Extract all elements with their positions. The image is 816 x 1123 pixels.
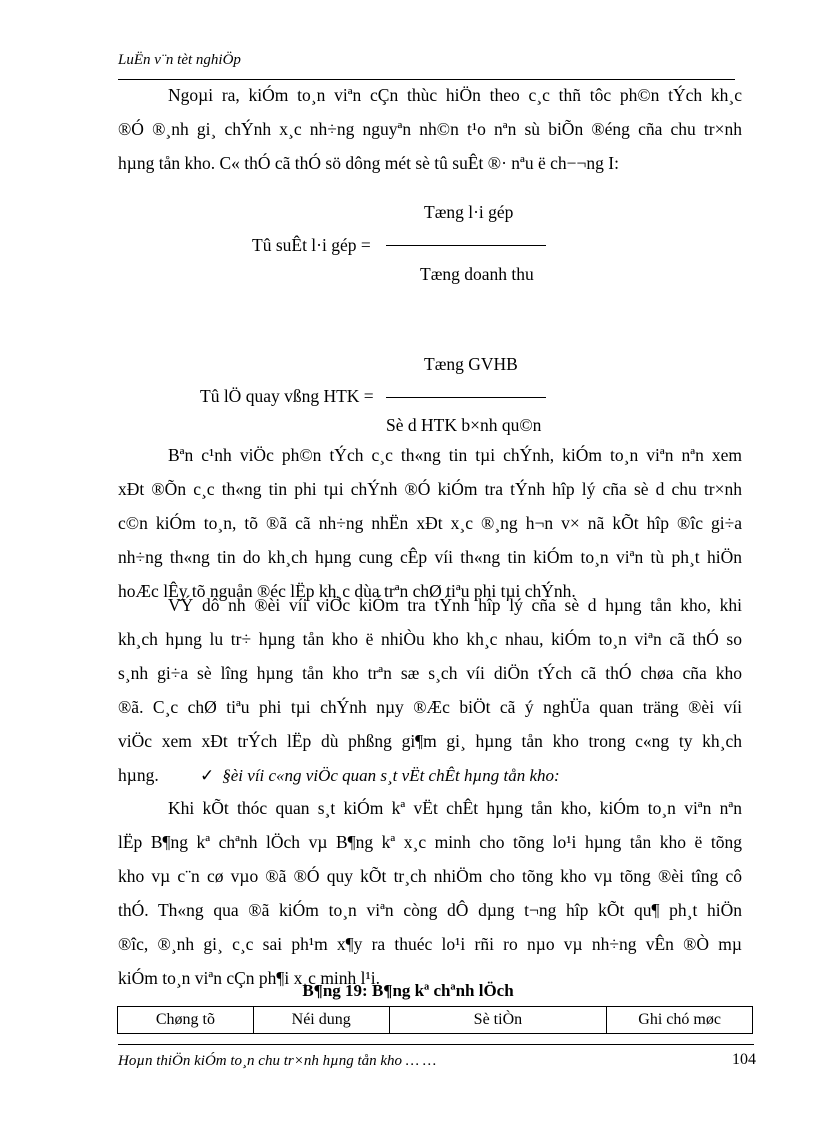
text-line: s¸nh gi÷a sè lîng hµng tån kho trªn sæ s¸ch víi diÖn tÝch cã thÓ chøa cña kho — [118, 663, 742, 683]
table-header-row — [118, 1007, 753, 1034]
column-header-document: Chøng tõ — [118, 1007, 254, 1034]
bullet-heading-text: §èi víi c«ng viÖc quan s¸t vËt chÊt hµng tån kho: — [222, 766, 560, 785]
formula1-fraction-bar — [386, 245, 546, 246]
text-line: ®ã. C¸c chØ tiªu phi tµi chÝnh nµy ®Æc biÖt cã ý nghÜa quan träng ®èi víi — [118, 697, 742, 717]
text-line: thÓ. Th«ng qua ®ã kiÓm to¸n viªn còng dÔ dµng t¬ng hîp kÕt qu¶ ph¸t hiÖn — [118, 900, 742, 920]
text-line: hµng. — [118, 765, 159, 785]
column-header-amount: Sè tiÒn — [389, 1007, 607, 1034]
text-line: hµng tån kho. C« thÓ cã thÓ sö dông mét sè tû suÊt ®· nªu ë ch−¬ng I: — [118, 153, 619, 173]
footer-divider — [118, 1044, 754, 1045]
page-number: 104 — [732, 1051, 756, 1068]
bullet-heading — [200, 766, 560, 786]
text-line: xÐt ®Õn c¸c th«ng tin phi tµi chÝnh ®Ó kiÓm tra tÝnh hîp lý cña sè d chu tr×nh — [118, 479, 742, 499]
checkmark-icon: ✓ — [200, 766, 215, 785]
text-line: Khi kÕt thóc quan s¸t kiÓm kª vËt chÊt hµng tån kho, kiÓm to¸n viªn nªn — [168, 798, 742, 818]
text-line: ®Ó ®¸nh gi¸ chÝnh x¸c nh÷ng nguyªn nh©n t¹o nªn sù biÕn ®éng cña chu tr×nh — [118, 119, 742, 139]
formula1-denominator: Tæng doanh thu — [420, 264, 534, 284]
column-header-notes: Ghi chó møc — [607, 1007, 753, 1034]
formula2-denominator: Sè d HTK b×nh qu©n — [386, 415, 542, 435]
formula2-numerator: Tæng GVHB — [424, 354, 518, 374]
paragraph-analysis-intro — [118, 78, 742, 180]
running-footer: Hoµn thiÖn kiÓm to¸n chu tr×nh hµng tån kho … … — [118, 1053, 437, 1069]
running-header: LuËn v¨n tèt nghiÖp — [118, 52, 241, 68]
text-line: c©n kiÓm to¸n, tõ ®ã cã nh÷ng nhËn xÐt x¸c ®¸ng h¬n v× nã kÕt hîp ®îc gi÷a — [118, 513, 742, 533]
discrepancy-table — [117, 1006, 753, 1034]
paragraph-non-financial-info — [118, 438, 742, 608]
formula2-fraction-bar — [386, 397, 546, 398]
text-line: Bªn c¹nh viÖc ph©n tÝch c¸c th«ng tin tµi chÝnh, kiÓm to¸n viªn nªn xem — [168, 445, 742, 465]
text-line: nh÷ng th«ng tin do kh¸ch hµng cung cÊp víi th«ng tin kiÓm to¸n viªn tù ph¸t hiÖn — [118, 547, 742, 567]
paragraph-example — [118, 588, 742, 792]
text-line: lËp B¶ng kª chªnh lÖch vµ B¶ng kª x¸c minh cho tõng lo¹i hµng tån kho ë tõng — [118, 832, 742, 852]
formula2-label: Tû lÖ quay vßng HTK = — [200, 386, 374, 406]
text-line: kho vµ c¨n cø vµo ®ã ®Ó quy kÕt tr¸ch nhiÖm cho tõng kho vµ tõng ®èi tîng cô — [118, 866, 742, 886]
formula1-label: Tû suÊt l·i gép = — [252, 235, 371, 255]
formula1-numerator: Tæng l·i gép — [424, 202, 514, 222]
text-line: ®îc, ®¸nh gi¸ c¸c sai ph¹m x¶y ra thuéc lo¹i rñi ro nµo vµ nh÷ng vÊn ®Ò mµ — [118, 934, 742, 954]
text-line: hoÆc lÊy tõ nguån ®éc lËp kh¸c dùa trªn chØ tiªu phi tµi chÝnh. — [118, 581, 576, 601]
text-line: Ngoµi ra, kiÓm to¸n viªn cÇn thùc hiÖn theo c¸c thñ tôc ph©n tÝch kh¸c — [168, 85, 742, 105]
column-header-content: Néi dung — [253, 1007, 389, 1034]
table-caption: B¶ng 19: B¶ng kª chªnh lÖch — [302, 981, 514, 1000]
text-line: VÝ dô nh ®èi víi viÖc kiÓm tra tÝnh hîp lý cña sè d hµng tån kho, khi — [168, 595, 742, 615]
text-line: viÖc xem xÐt trÝch lËp dù phßng gi¶m gi¸ hµng tån kho trong c«ng ty kh¸ch — [118, 731, 742, 751]
text-line: kiÓm to¸n viªn cÇn ph¶i x¸c minh l¹i. — [118, 968, 381, 988]
text-line: kh¸ch hµng lu tr÷ hµng tån kho ë nhiÒu kho kh¸c nhau, kiÓm to¸n viªn cã thÓ so — [118, 629, 742, 649]
paragraph-inventory-count — [118, 791, 742, 995]
